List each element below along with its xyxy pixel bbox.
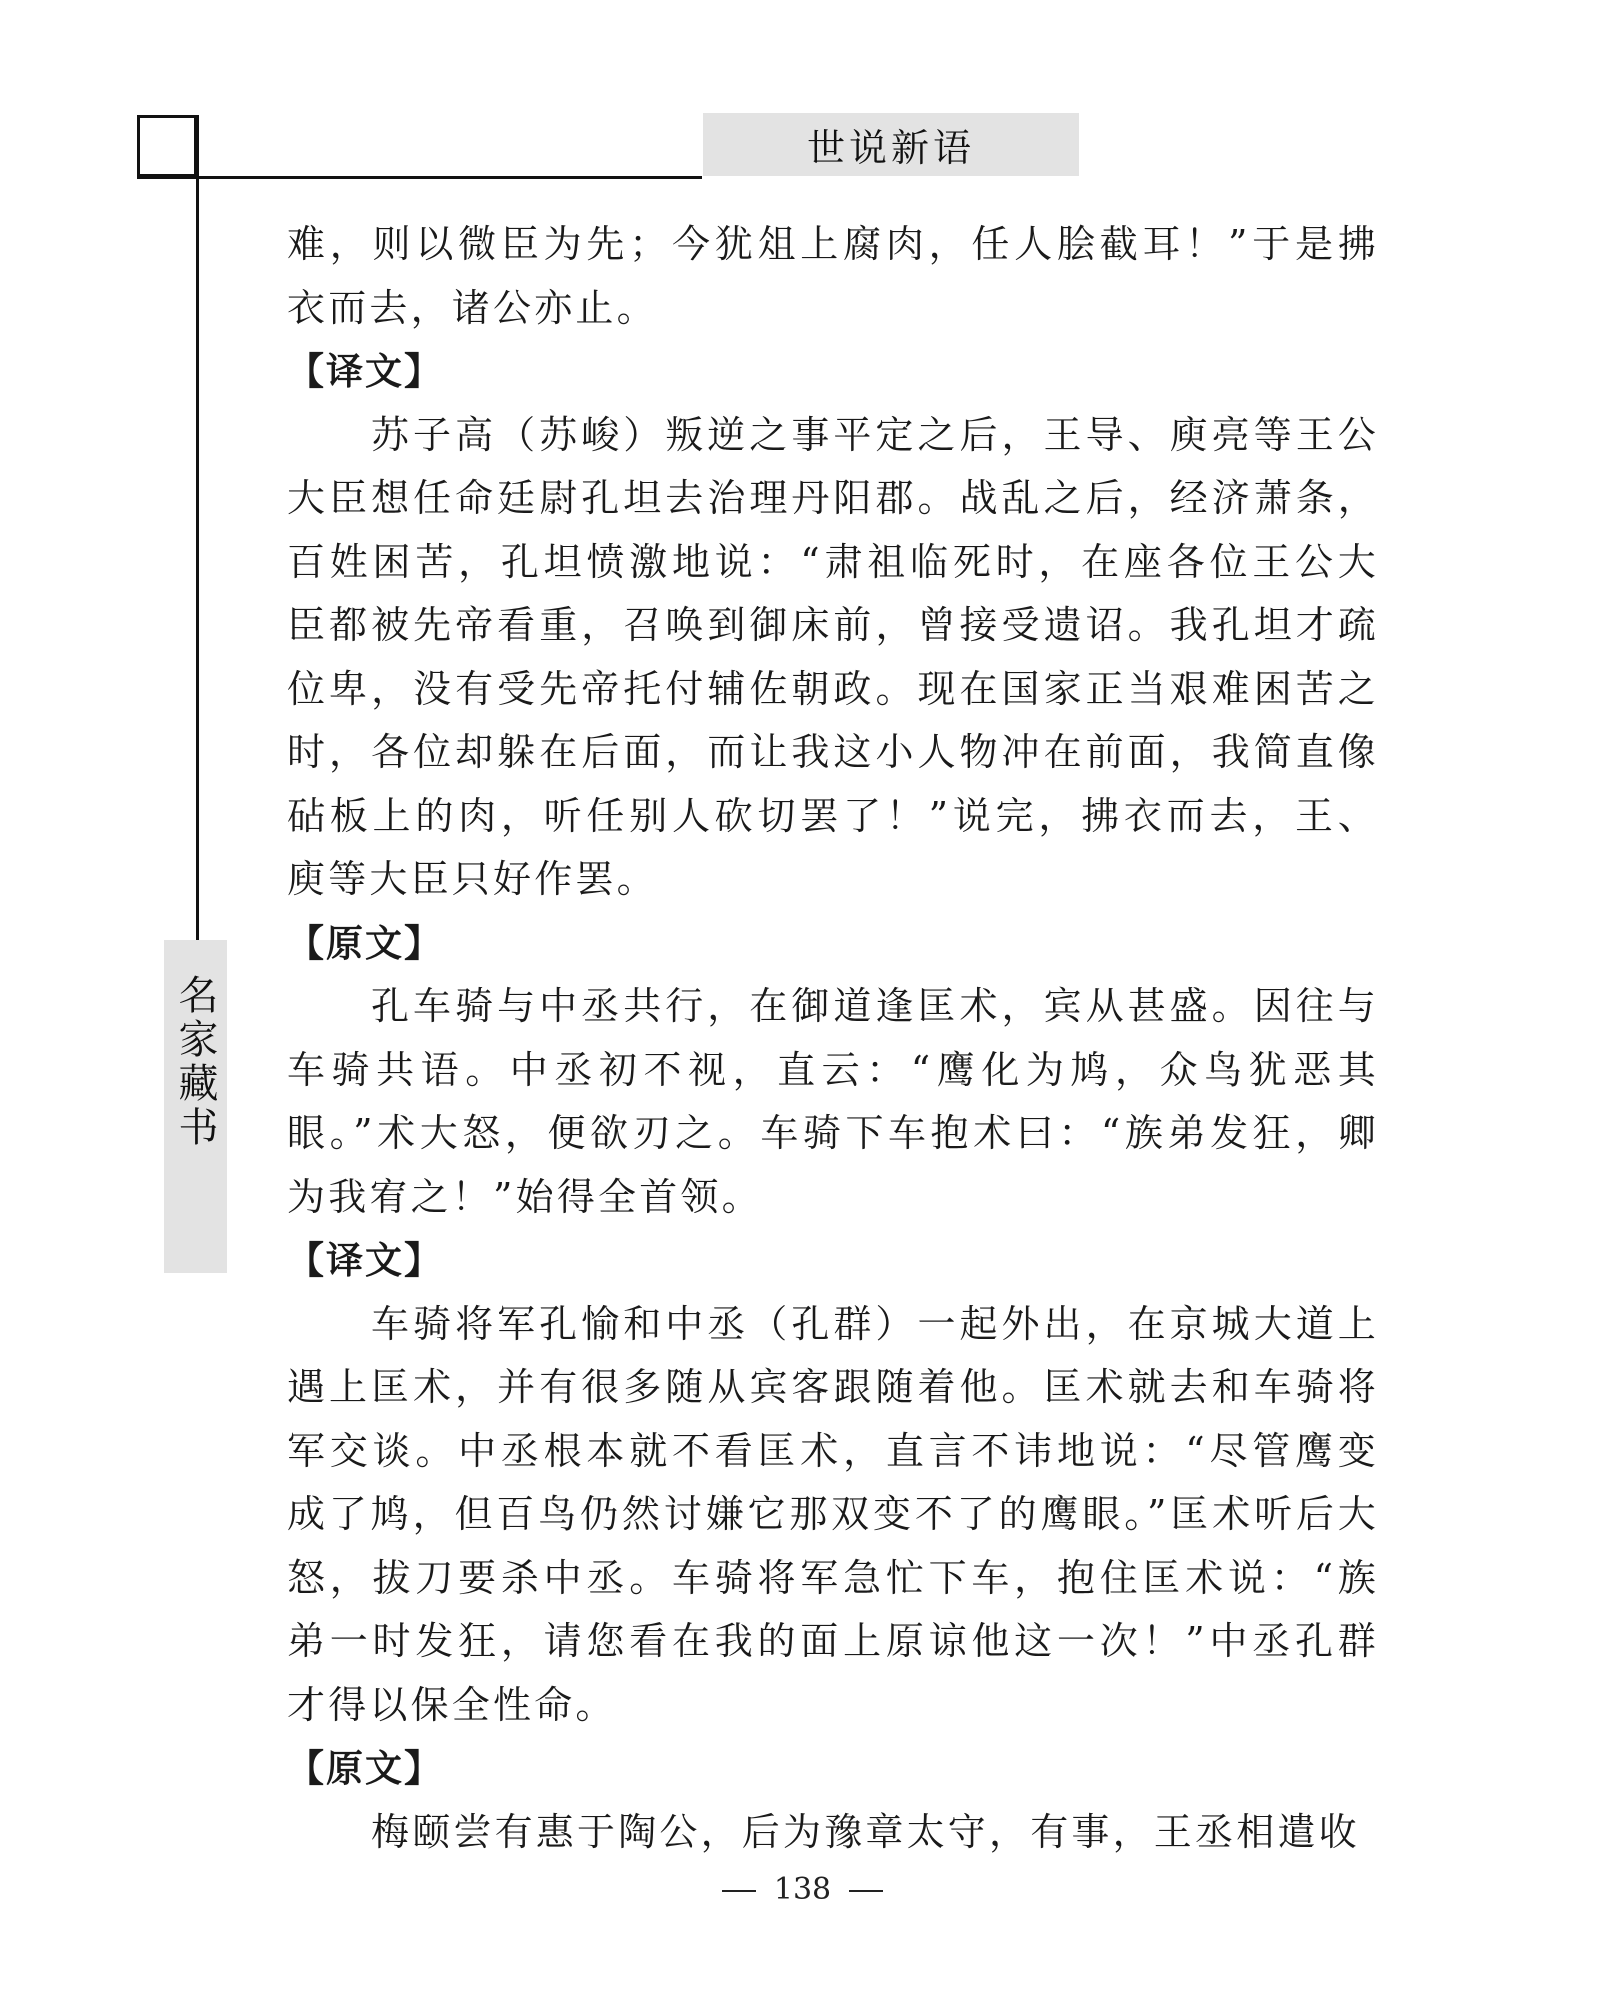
footer-dash-right	[849, 1890, 883, 1892]
continuation-paragraph: 难，则以微臣为先；今犹俎上腐肉，任人脍截耳！”于是拂衣而去，诸公亦止。	[287, 222, 1379, 330]
book-title: 世说新语	[806, 126, 975, 170]
page-footer	[0, 1872, 1605, 1907]
section-heading-translation: 【译文】	[287, 350, 443, 393]
header-rule	[137, 176, 702, 179]
series-label: 名家藏书	[172, 974, 218, 1150]
translation-paragraph: 苏子高（苏峻）叛逆之事平定之后，王导、庾亮等王公大臣想任命廷尉孔坦去治理丹阳郡。战乱之后，经济萧条，百姓困苦，孔坦愤激地说：“肃祖临死时，在座各位王公大臣都被先帝看重，召唤到御床前，曾接受遗诏。我孔坦才疏位卑，没有受先帝托付辅佐朝政。现在国家正当艰难困苦之时，各位却躲在后面，而让我这小人物冲在前面，我简直像砧板上的肉，听任别人砍切罢了！”说完，拂衣而去，王、庾等大臣只好作罢。	[287, 412, 1379, 901]
section-heading-original: 【原文】	[287, 921, 443, 965]
page-number: 138	[773, 1872, 832, 1907]
page-body	[287, 213, 1379, 1864]
running-header	[703, 113, 1079, 176]
corner-frame	[137, 115, 197, 177]
original-paragraph: 梅颐尝有惠于陶公，后为豫章太守，有事，王丞相遣收	[371, 1809, 1360, 1854]
translation-paragraph: 车骑将军孔愉和中丞（孔群）一起外出，在京城大道上遇上匡术，并有很多随从宾客跟随着他。匡术就去和车骑将军交谈。中丞根本就不看匡术，直言不讳地说：“尽管鹰变成了鸠，但百鸟仍然讨嫌它那双变不了的鹰眼。”匡术听后大怒，拔刀要杀中丞。车骑将军急忙下车，抱住匡术说：“族弟一时发狂，请您看在我的面上原谅他这一次！”中丞孔群才得以保全性命。	[287, 1301, 1379, 1727]
section-heading-original: 【原文】	[287, 1747, 443, 1790]
section-heading-translation: 【译文】	[287, 1239, 443, 1282]
footer-dash-left	[722, 1890, 756, 1892]
original-paragraph: 孔车骑与中丞共行，在御道逢匡术，宾从甚盛。因往与车骑共语。中丞初不视，直云：“鹰化为鸠，众鸟犹恶其眼。”术大怒，便欲刃之。车骑下车抱术曰：“族弟发狂，卿为我宥之！”始得全首领。	[287, 984, 1379, 1219]
spine-rule	[196, 115, 199, 940]
side-tab	[164, 940, 227, 1273]
